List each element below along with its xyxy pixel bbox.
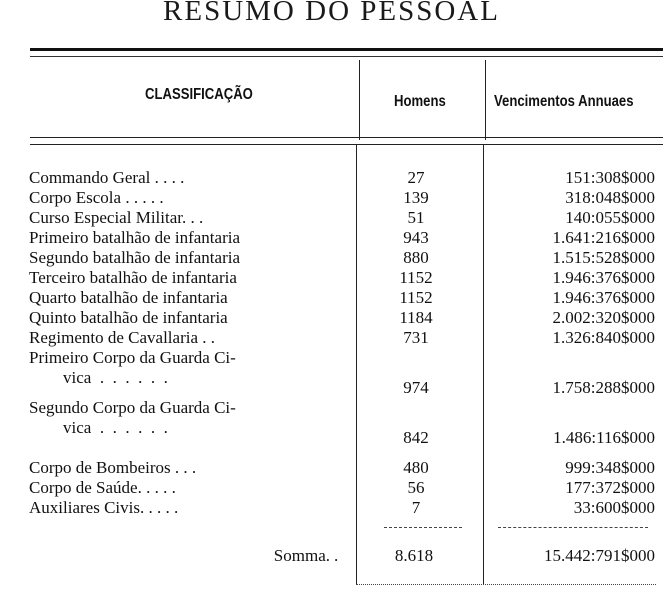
table-row (0, 188, 663, 208)
row-homens: 7 (411, 498, 421, 517)
row-label: Segundo batalhão de infantaria (29, 248, 241, 267)
table-row (0, 288, 663, 308)
row-label: Primeiro batalhão de infantaria (29, 228, 240, 247)
row-vencimentos: 1.515:528$000 (552, 248, 655, 267)
total-label: Somma. (273, 546, 330, 565)
row-homens: 842 (403, 428, 429, 447)
row-label: Corpo de Bombeiros . . . (29, 458, 197, 477)
table-row (0, 398, 663, 418)
row-label: Curso Especial Militar. . . (29, 208, 204, 227)
row-homens: 974 (403, 378, 429, 397)
row-vencimentos: 318:048$000 (565, 188, 655, 207)
column-divider-1 (359, 60, 360, 140)
total-row (0, 546, 663, 566)
row-label: Primeiro Corpo da Guarda Ci- (29, 348, 236, 367)
row-homens: 51 (407, 208, 425, 227)
row-vencimentos: 1.946:376$000 (552, 288, 655, 307)
row-homens: 27 (407, 168, 425, 187)
table-row (0, 498, 663, 518)
row-homens: 139 (403, 188, 429, 207)
row-vencimentos: 140:055$000 (565, 208, 655, 227)
row-homens: 880 (403, 248, 429, 267)
row-vencimentos: 151:308$000 (565, 168, 655, 187)
table-row (0, 478, 663, 498)
total-separator-homens (384, 527, 462, 529)
row-label: Quarto batalhão de infantaria (29, 288, 228, 307)
header-classificacao: CLASSIFICAÇÃO (145, 86, 253, 103)
total-dot: . (334, 546, 339, 565)
header-vencimentos: Vencimentos Annuaes (494, 93, 634, 110)
row-vencimentos: 1.758:288$000 (552, 378, 655, 397)
row-vencimentos: 33:600$000 (573, 498, 655, 517)
table-row (0, 268, 663, 288)
row-homens: 731 (403, 328, 429, 347)
table-row (0, 348, 663, 368)
row-vencimentos: 1.486:116$000 (553, 428, 655, 447)
row-label: Corpo Escola . . . . . (29, 188, 164, 207)
row-homens: 1152 (399, 288, 433, 307)
top-rule-thin (30, 56, 663, 57)
table-row (0, 208, 663, 228)
column-divider-2 (485, 60, 486, 140)
row-homens: 1152 (399, 268, 433, 287)
table-row (0, 228, 663, 248)
row-label: Segundo Corpo da Guarda Ci- (29, 398, 236, 417)
row-homens: 56 (407, 478, 425, 497)
table-row (0, 458, 663, 478)
table-row (0, 308, 663, 328)
row-vencimentos: 999:348$000 (565, 458, 655, 477)
row-homens: 480 (403, 458, 429, 477)
row-vencimentos: 177:372$000 (565, 478, 655, 497)
table-row (0, 418, 663, 447)
row-homens: 943 (403, 228, 429, 247)
row-label: Corpo de Saúde. . . . . (29, 478, 176, 497)
table-row (0, 368, 663, 397)
total-vencimentos: 15.442:791$000 (544, 546, 655, 565)
row-label: Commando Geral . . . . (29, 168, 185, 187)
row-homens: 1184 (399, 308, 433, 327)
row-vencimentos: 1.641:216$000 (552, 228, 655, 247)
total-homens: 8.618 (394, 546, 434, 565)
table-row (0, 168, 663, 188)
total-separator-vencimentos (498, 527, 648, 529)
table-row (0, 248, 663, 268)
page-title: RESUMO DO PESSOAL (163, 0, 500, 27)
row-label: Auxiliares Civis. . . . . (29, 498, 179, 517)
header-rule-lower (30, 144, 663, 145)
row-vencimentos: 1.946:376$000 (552, 268, 655, 287)
row-label: vica . . . . . . (29, 418, 168, 437)
table-row (0, 328, 663, 348)
row-label: Regimento de Cavallaria . . (29, 328, 215, 347)
row-label: Terceiro batalhão de infantaria (29, 268, 237, 287)
top-rule-thick (30, 48, 663, 51)
row-vencimentos: 2.002:320$000 (552, 308, 655, 327)
header-homens: Homens (394, 93, 446, 110)
row-vencimentos: 1.326:840$000 (552, 328, 655, 347)
header-rule-upper (30, 137, 663, 138)
row-label: vica . . . . . . (29, 368, 168, 387)
bottom-separator (356, 584, 656, 586)
row-label: Quinto batalhão de infantaria (29, 308, 228, 327)
